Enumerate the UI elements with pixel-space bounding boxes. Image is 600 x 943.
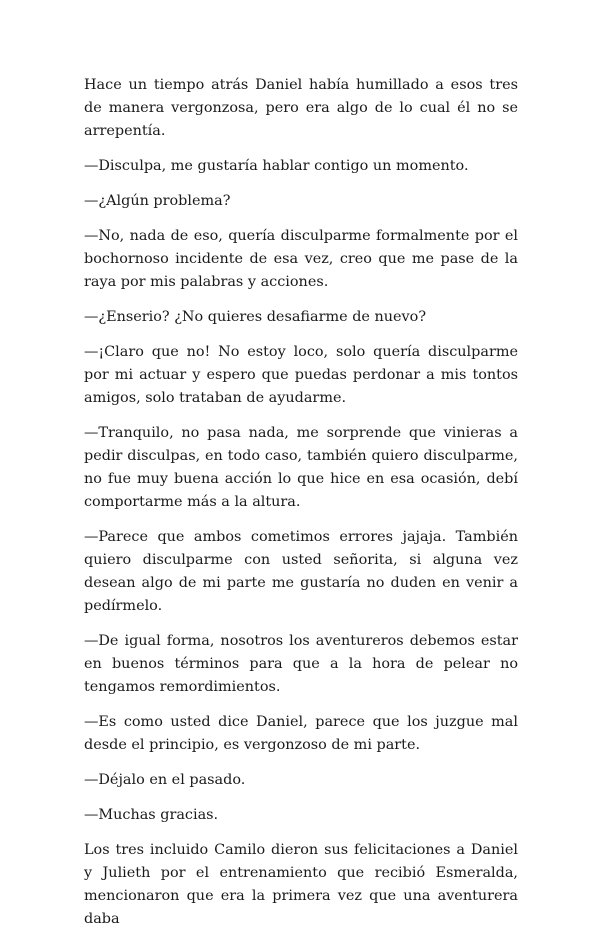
paragraph-dialogue: —¡Claro que no! No estoy loco, solo quería disculparme por mi actuar y espero que puedas perdonar a mis tontos amigos, solo trataban de ayudarme.: [84, 344, 518, 406]
book-page: [84, 74, 518, 943]
paragraph-dialogue: —¿Algún problema?: [84, 193, 231, 209]
paragraph-dialogue: —Parece que ambos cometimos errores jajaja. También quiero disculparme con usted señorita, si alguna vez desean algo de mi parte me gustaría no duden en venir a pedírmelo.: [84, 529, 518, 614]
paragraph-dialogue: —Déjalo en el pasado.: [84, 772, 246, 788]
paragraph-dialogue: —Disculpa, me gustaría hablar contigo un momento.: [84, 158, 469, 174]
paragraph-dialogue: —De igual forma, nosotros los aventureros debemos estar en buenos términos para que a la hora de pelear no tengamos remordimientos.: [84, 633, 518, 695]
paragraph-dialogue: —No, nada de eso, quería disculparme formalmente por el bochornoso incidente de esa vez, creo que me pase de la raya por mis palabras y acciones.: [84, 228, 518, 290]
paragraph-narration: Hace un tiempo atrás Daniel había humillado a esos tres de manera vergonzosa, pero era algo de lo cual él no se arrepentía.: [84, 77, 518, 139]
paragraph-dialogue: —Tranquilo, no pasa nada, me sorprende que vinieras a pedir disculpas, en todo caso, también quiero disculparme, no fue muy buena acción lo que hice en esa ocasión, debí comportarme más a la altura.: [84, 425, 518, 510]
paragraph-narration: Los tres incluido Camilo dieron sus felicitaciones a Daniel y Julieth por el entrenamiento que recibió Esmeralda, mencionaron que era la primera vez que una aventurera daba: [84, 842, 518, 927]
paragraph-dialogue: —¿Enserio? ¿No quieres desafiarme de nuevo?: [84, 309, 427, 325]
paragraph-dialogue: —Muchas gracias.: [84, 807, 219, 823]
paragraph-dialogue: —Es como usted dice Daniel, parece que los juzgue mal desde el principio, es vergonzoso de mi parte.: [84, 714, 518, 753]
